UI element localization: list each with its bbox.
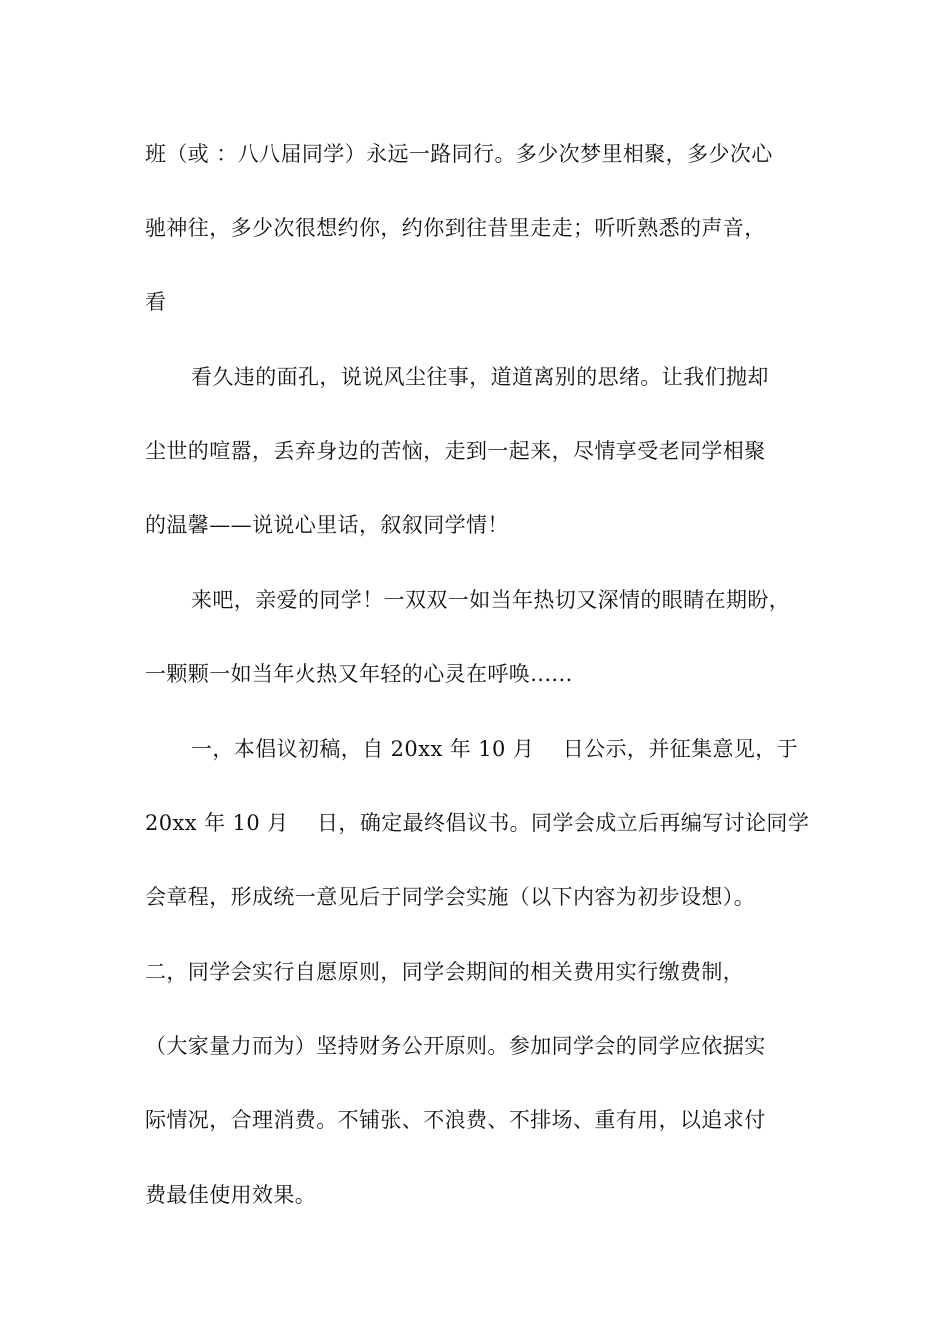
text-line: （大家量力而为）坚持财务公开原则。参加同学会的同学应依据实: [145, 1034, 766, 1058]
text-line: 一颗颗一如当年火热又年轻的心灵在呼唤......: [145, 662, 573, 686]
paragraph-first-line: 二，同学会实行自愿原则，同学会期间的相关费用实行缴费制，: [145, 960, 745, 984]
text-line: 的温馨——说说心里话，叙叙同学情！: [145, 513, 509, 537]
text-line: 尘世的喧嚣，丢弃身边的苦恼，走到一起来，尽情享受老同学相聚: [145, 439, 766, 463]
paragraph-first-line: 一，本倡议初稿，自 20xx 年 10 月 日公示，并征集意见，于: [191, 737, 799, 761]
paragraph-first-line: 来吧，亲爱的同学！一双双一如当年热切又深情的眼睛在期盼，: [191, 588, 791, 612]
text-line: 际情况，合理消费。不铺张、不浪费、不排场、重有用，以追求付: [145, 1108, 766, 1132]
text-line: 会章程，形成统一意见后于同学会实施（以下内容为初步设想）。: [145, 885, 756, 909]
paragraph-first-line: 看久违的面孔，说说风尘往事，道道离别的思绪。让我们抛却: [191, 365, 769, 389]
text-line: 班（或 ：八八届同学）永远一路同行。多少次梦里相聚，多少次心: [145, 142, 773, 166]
text-line: 20xx 年 10 月 日，确定最终倡议书。同学会成立后再编写讨论同学: [145, 811, 810, 835]
text-line: 驰神往，多少次很想约你，约你到往昔里走走；听听熟悉的声音，: [145, 216, 766, 240]
text-line: 看: [145, 290, 167, 314]
text-line: 费最佳使用效果。: [145, 1183, 317, 1207]
